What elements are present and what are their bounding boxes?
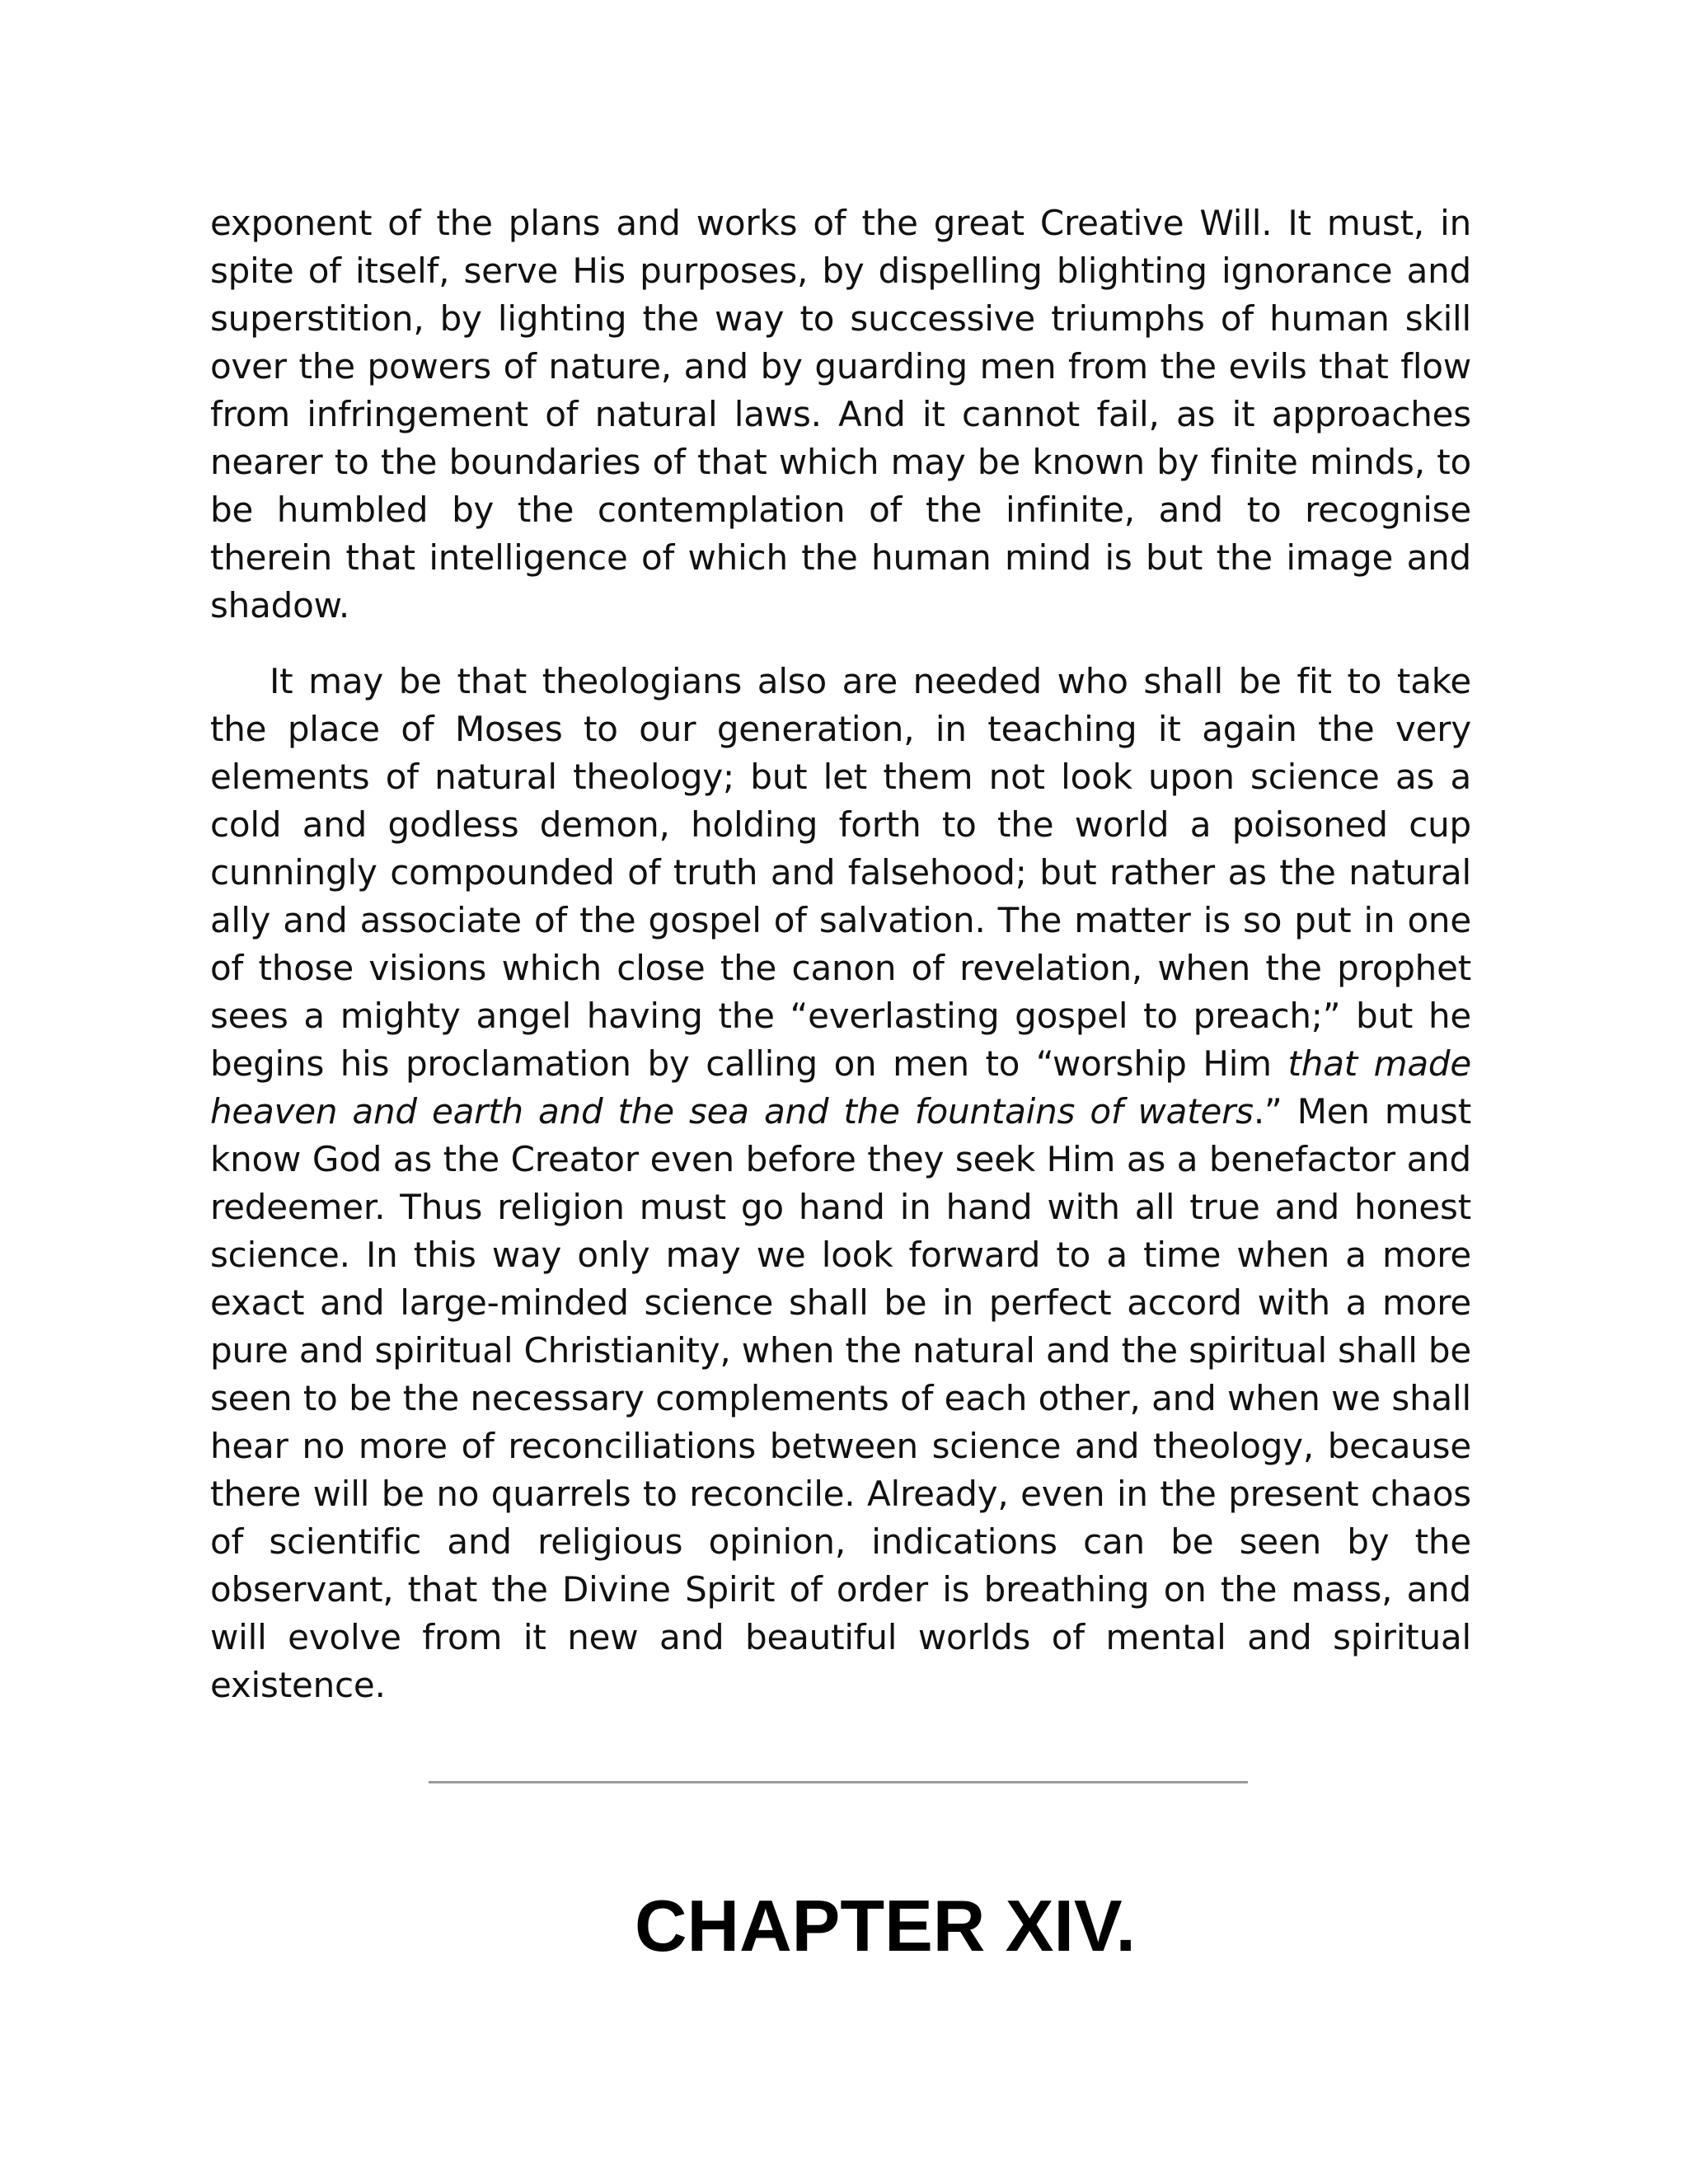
section-divider bbox=[429, 1781, 1248, 1783]
chapter-heading: CHAPTER XIV. bbox=[634, 1885, 1136, 1966]
paragraph-continuation: exponent of the plans and works of the great Creative Will. It must, in spite of itself, serve His purposes, by dispelling blighting ignorance and superstition, by lighting the way to successive triumphs of human skill over the powers of nature, and by guarding men from the evils that flow from infringement of natural laws. And it cannot fail, as it approaches nearer to the boundaries of that which may be known by finite minds, to be humbled by the contemplation of the infinite, and to recognise therein that intelligence of which the human mind is but the image and shadow. bbox=[210, 203, 1471, 626]
page-body bbox=[210, 199, 1471, 1709]
paragraph-theologians bbox=[210, 658, 1471, 1709]
paragraph-text-end: .” Men must know God as the Creator even before they seek Him as a benefactor and redeemer. Thus religion must go hand in hand with all true and honest science. In this way only may we look forward to a time when a more exact and large-minded science shall be in perfect accord with a more pure and spiritual Christianity, when the natural and the spiritual shall be seen to be the necessary complements of each other, and when we shall hear no more of reconciliations between science and theology, because there will be no quarrels to reconcile. Already, even in the present chaos of scientific and religious opinion, indications can be seen by the observant, that the Divine Spirit of order is breathing on the mass, and will evolve from it new and beautiful worlds of mental and spiritual existence. bbox=[210, 1091, 1471, 1705]
italic-quotation: that made heaven and earth and the sea and the fountains of waters bbox=[210, 1043, 1472, 1132]
paragraph-text-start: It may be that theologians also are needed who shall be fit to take the place of Moses to our generation, in teaching it again the very elements of natural theology; but let them not look upon science as a cold and godless demon, holding forth to the world a poisoned cup cunningly compounded of truth and falsehood; but rather as the natural ally and associate of the gospel of salvation. The matter is so put in one of those visions which close the canon of revelation, when the prophet sees a mighty angel having the “everlasting gospel to preach;” but he begins his proclamation by calling on men to “worship Him bbox=[210, 661, 1471, 1084]
